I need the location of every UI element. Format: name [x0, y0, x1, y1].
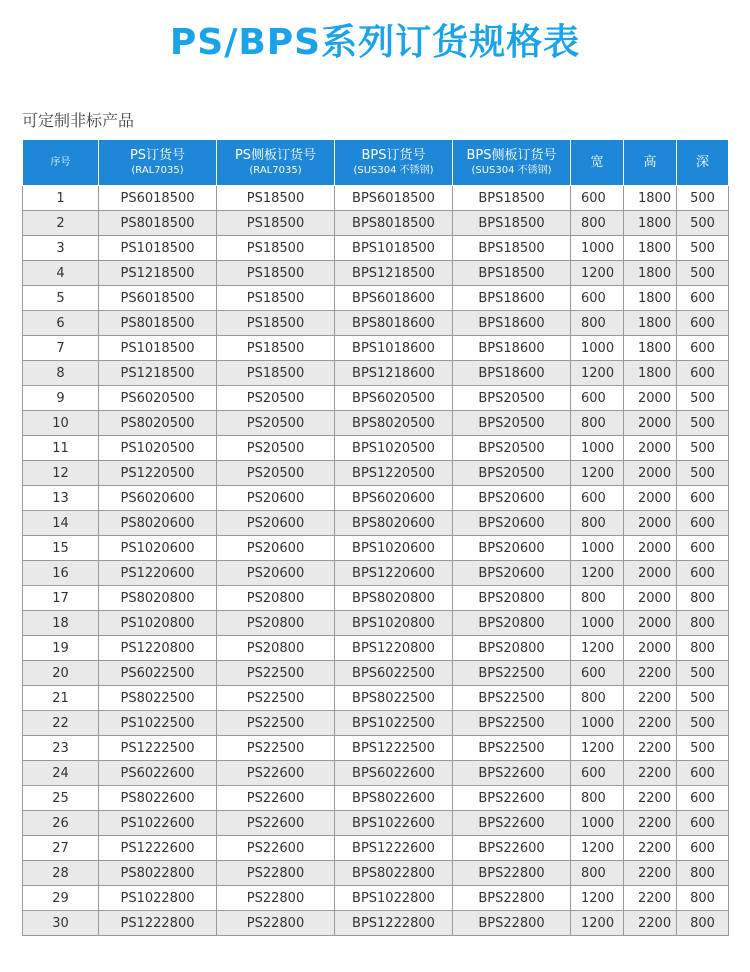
- cell-bps-order-no: BPS1220600: [335, 561, 453, 586]
- cell-index: 27: [23, 836, 99, 861]
- table-row: [23, 736, 729, 761]
- cell-index: 10: [23, 411, 99, 436]
- cell-height: 1800: [624, 336, 677, 361]
- table-row: [23, 211, 729, 236]
- cell-ps-order-no: PS6020600: [99, 486, 217, 511]
- header-label: 高: [643, 154, 657, 170]
- cell-width: 1000: [571, 436, 624, 461]
- table-row: [23, 186, 729, 211]
- table-header-row: [23, 140, 729, 186]
- cell-bps-order-no: BPS8020600: [335, 511, 453, 536]
- table-row: [23, 236, 729, 261]
- cell-height: 2200: [624, 811, 677, 836]
- table-row: [23, 661, 729, 686]
- cell-depth: 600: [677, 361, 729, 386]
- cell-height: 2000: [624, 636, 677, 661]
- cell-ps-side-panel-no: PS20800: [217, 636, 335, 661]
- cell-width: 1000: [571, 711, 624, 736]
- cell-bps-order-no: BPS1220800: [335, 636, 453, 661]
- cell-index: 18: [23, 611, 99, 636]
- cell-bps-order-no: BPS1022600: [335, 811, 453, 836]
- cell-width: 600: [571, 386, 624, 411]
- table-row: [23, 511, 729, 536]
- cell-width: 800: [571, 586, 624, 611]
- cell-bps-side-panel-no: BPS18600: [453, 311, 571, 336]
- header-sublabel: (SUS304 不锈钢): [471, 165, 552, 176]
- cell-ps-side-panel-no: PS18500: [217, 261, 335, 286]
- cell-width: 800: [571, 311, 624, 336]
- table-row: [23, 536, 729, 561]
- table-row: [23, 286, 729, 311]
- cell-bps-order-no: BPS1218600: [335, 361, 453, 386]
- cell-ps-side-panel-no: PS20600: [217, 486, 335, 511]
- table-row: [23, 761, 729, 786]
- cell-bps-side-panel-no: BPS22500: [453, 686, 571, 711]
- cell-ps-order-no: PS1020800: [99, 611, 217, 636]
- cell-width: 1200: [571, 561, 624, 586]
- cell-width: 1200: [571, 636, 624, 661]
- cell-height: 2200: [624, 736, 677, 761]
- cell-width: 1200: [571, 461, 624, 486]
- table-row: [23, 436, 729, 461]
- cell-ps-side-panel-no: PS18500: [217, 236, 335, 261]
- cell-height: 2200: [624, 686, 677, 711]
- cell-index: 17: [23, 586, 99, 611]
- cell-ps-order-no: PS8018500: [99, 311, 217, 336]
- header-label: 宽: [590, 154, 604, 170]
- table-row: [23, 461, 729, 486]
- cell-depth: 600: [677, 761, 729, 786]
- cell-depth: 500: [677, 236, 729, 261]
- cell-bps-order-no: BPS8022500: [335, 686, 453, 711]
- cell-height: 2200: [624, 911, 677, 936]
- cell-index: 21: [23, 686, 99, 711]
- cell-index: 13: [23, 486, 99, 511]
- cell-ps-order-no: PS6018500: [99, 286, 217, 311]
- table-row: [23, 611, 729, 636]
- cell-index: 23: [23, 736, 99, 761]
- cell-bps-order-no: BPS1020800: [335, 611, 453, 636]
- table-row: [23, 786, 729, 811]
- cell-width: 800: [571, 861, 624, 886]
- table-row: [23, 586, 729, 611]
- cell-index: 5: [23, 286, 99, 311]
- cell-height: 1800: [624, 286, 677, 311]
- cell-ps-side-panel-no: PS20600: [217, 511, 335, 536]
- table-row: [23, 411, 729, 436]
- cell-depth: 600: [677, 336, 729, 361]
- cell-ps-side-panel-no: PS18500: [217, 336, 335, 361]
- cell-width: 800: [571, 786, 624, 811]
- cell-bps-side-panel-no: BPS22800: [453, 911, 571, 936]
- cell-bps-order-no: BPS6022500: [335, 661, 453, 686]
- cell-bps-order-no: BPS6020500: [335, 386, 453, 411]
- cell-bps-order-no: BPS1020600: [335, 536, 453, 561]
- header-label: PS侧板订货号: [234, 148, 317, 163]
- cell-ps-side-panel-no: PS22800: [217, 911, 335, 936]
- cell-index: 9: [23, 386, 99, 411]
- cell-height: 2000: [624, 386, 677, 411]
- table-row: [23, 861, 729, 886]
- cell-index: 2: [23, 211, 99, 236]
- cell-height: 1800: [624, 211, 677, 236]
- header-index: [23, 140, 99, 186]
- cell-ps-order-no: PS1022800: [99, 886, 217, 911]
- cell-bps-order-no: BPS1220500: [335, 461, 453, 486]
- cell-width: 1000: [571, 336, 624, 361]
- cell-ps-side-panel-no: PS22500: [217, 661, 335, 686]
- cell-ps-side-panel-no: PS20500: [217, 386, 335, 411]
- cell-bps-order-no: BPS8018600: [335, 311, 453, 336]
- cell-index: 8: [23, 361, 99, 386]
- cell-bps-order-no: BPS1222800: [335, 911, 453, 936]
- cell-depth: 500: [677, 411, 729, 436]
- cell-ps-side-panel-no: PS22600: [217, 786, 335, 811]
- cell-ps-order-no: PS1018500: [99, 236, 217, 261]
- cell-depth: 600: [677, 536, 729, 561]
- header-sublabel: (RAL7035): [249, 165, 302, 176]
- cell-ps-order-no: PS8020800: [99, 586, 217, 611]
- cell-ps-order-no: PS6020500: [99, 386, 217, 411]
- cell-width: 1200: [571, 361, 624, 386]
- cell-height: 1800: [624, 361, 677, 386]
- cell-bps-order-no: BPS1222600: [335, 836, 453, 861]
- cell-width: 600: [571, 186, 624, 211]
- cell-width: 600: [571, 661, 624, 686]
- cell-ps-side-panel-no: PS20500: [217, 411, 335, 436]
- cell-width: 600: [571, 286, 624, 311]
- cell-depth: 600: [677, 511, 729, 536]
- cell-bps-side-panel-no: BPS22800: [453, 886, 571, 911]
- cell-ps-side-panel-no: PS18500: [217, 186, 335, 211]
- table-row: [23, 311, 729, 336]
- cell-bps-order-no: BPS1022800: [335, 886, 453, 911]
- cell-bps-side-panel-no: BPS22500: [453, 711, 571, 736]
- cell-height: 2200: [624, 661, 677, 686]
- header-ps-order-no: [99, 140, 217, 186]
- cell-height: 2000: [624, 436, 677, 461]
- cell-ps-order-no: PS1218500: [99, 261, 217, 286]
- header-label: BPS侧板订货号: [466, 148, 557, 163]
- cell-width: 1200: [571, 836, 624, 861]
- cell-ps-order-no: PS6022600: [99, 761, 217, 786]
- cell-depth: 500: [677, 261, 729, 286]
- cell-bps-side-panel-no: BPS22600: [453, 836, 571, 861]
- cell-width: 1000: [571, 811, 624, 836]
- cell-ps-side-panel-no: PS18500: [217, 361, 335, 386]
- cell-width: 1000: [571, 236, 624, 261]
- header-depth: [677, 140, 729, 186]
- cell-ps-order-no: PS8020600: [99, 511, 217, 536]
- cell-bps-order-no: BPS8020500: [335, 411, 453, 436]
- cell-width: 1000: [571, 536, 624, 561]
- cell-bps-side-panel-no: BPS20800: [453, 636, 571, 661]
- cell-height: 1800: [624, 311, 677, 336]
- cell-bps-order-no: BPS1022500: [335, 711, 453, 736]
- header-bps-order-no: [335, 140, 453, 186]
- cell-ps-side-panel-no: PS20600: [217, 561, 335, 586]
- table-row: [23, 836, 729, 861]
- cell-bps-order-no: BPS1020500: [335, 436, 453, 461]
- cell-depth: 800: [677, 611, 729, 636]
- cell-bps-side-panel-no: BPS22800: [453, 861, 571, 886]
- cell-height: 2000: [624, 561, 677, 586]
- cell-bps-side-panel-no: BPS18500: [453, 236, 571, 261]
- cell-index: 20: [23, 661, 99, 686]
- cell-ps-side-panel-no: PS22800: [217, 861, 335, 886]
- cell-bps-order-no: BPS1222500: [335, 736, 453, 761]
- cell-index: 26: [23, 811, 99, 836]
- cell-ps-order-no: PS1220500: [99, 461, 217, 486]
- cell-depth: 800: [677, 886, 729, 911]
- table-row: [23, 636, 729, 661]
- cell-ps-order-no: PS1220600: [99, 561, 217, 586]
- cell-bps-side-panel-no: BPS20500: [453, 386, 571, 411]
- cell-height: 2000: [624, 511, 677, 536]
- cell-depth: 600: [677, 486, 729, 511]
- table-row: [23, 911, 729, 936]
- header-bps-side-panel-no: [453, 140, 571, 186]
- cell-index: 11: [23, 436, 99, 461]
- table-row: [23, 361, 729, 386]
- cell-bps-order-no: BPS6022600: [335, 761, 453, 786]
- cell-index: 25: [23, 786, 99, 811]
- cell-index: 1: [23, 186, 99, 211]
- cell-bps-side-panel-no: BPS20600: [453, 561, 571, 586]
- cell-depth: 500: [677, 436, 729, 461]
- cell-ps-side-panel-no: PS22800: [217, 886, 335, 911]
- cell-ps-order-no: PS1020600: [99, 536, 217, 561]
- cell-ps-order-no: PS1222800: [99, 911, 217, 936]
- cell-height: 2200: [624, 886, 677, 911]
- cell-index: 14: [23, 511, 99, 536]
- cell-height: 2200: [624, 761, 677, 786]
- cell-depth: 600: [677, 836, 729, 861]
- cell-ps-order-no: PS1022600: [99, 811, 217, 836]
- cell-bps-order-no: BPS8018500: [335, 211, 453, 236]
- cell-bps-order-no: BPS8022800: [335, 861, 453, 886]
- cell-ps-order-no: PS1020500: [99, 436, 217, 461]
- cell-height: 1800: [624, 186, 677, 211]
- cell-bps-side-panel-no: BPS20600: [453, 536, 571, 561]
- cell-bps-side-panel-no: BPS20800: [453, 586, 571, 611]
- cell-bps-order-no: BPS1018600: [335, 336, 453, 361]
- cell-height: 1800: [624, 261, 677, 286]
- cell-bps-side-panel-no: BPS18600: [453, 361, 571, 386]
- cell-bps-side-panel-no: BPS20500: [453, 436, 571, 461]
- cell-width: 600: [571, 761, 624, 786]
- cell-ps-side-panel-no: PS22500: [217, 711, 335, 736]
- cell-bps-side-panel-no: BPS22600: [453, 761, 571, 786]
- cell-bps-order-no: BPS6020600: [335, 486, 453, 511]
- cell-ps-order-no: PS8020500: [99, 411, 217, 436]
- cell-depth: 800: [677, 586, 729, 611]
- cell-depth: 600: [677, 286, 729, 311]
- cell-index: 12: [23, 461, 99, 486]
- spec-table: [22, 139, 729, 936]
- cell-depth: 600: [677, 561, 729, 586]
- cell-bps-side-panel-no: BPS22500: [453, 736, 571, 761]
- header-label: 深: [695, 154, 709, 170]
- cell-width: 800: [571, 211, 624, 236]
- cell-ps-order-no: PS1018500: [99, 336, 217, 361]
- table-row: [23, 561, 729, 586]
- cell-ps-order-no: PS1218500: [99, 361, 217, 386]
- cell-depth: 800: [677, 861, 729, 886]
- cell-index: 24: [23, 761, 99, 786]
- cell-index: 15: [23, 536, 99, 561]
- cell-ps-order-no: PS6022500: [99, 661, 217, 686]
- cell-depth: 500: [677, 211, 729, 236]
- cell-width: 800: [571, 686, 624, 711]
- cell-depth: 500: [677, 186, 729, 211]
- cell-height: 2200: [624, 786, 677, 811]
- cell-ps-side-panel-no: PS18500: [217, 311, 335, 336]
- cell-depth: 500: [677, 686, 729, 711]
- cell-bps-side-panel-no: BPS22600: [453, 811, 571, 836]
- cell-ps-side-panel-no: PS20800: [217, 586, 335, 611]
- cell-depth: 800: [677, 911, 729, 936]
- cell-ps-order-no: PS8022500: [99, 686, 217, 711]
- cell-index: 3: [23, 236, 99, 261]
- table-row: [23, 336, 729, 361]
- cell-index: 30: [23, 911, 99, 936]
- cell-ps-side-panel-no: PS20600: [217, 536, 335, 561]
- cell-height: 1800: [624, 236, 677, 261]
- cell-bps-side-panel-no: BPS18500: [453, 186, 571, 211]
- cell-ps-order-no: PS1220800: [99, 636, 217, 661]
- cell-bps-order-no: BPS8022600: [335, 786, 453, 811]
- header-label: BPS订货号: [361, 148, 426, 163]
- cell-bps-order-no: BPS6018500: [335, 186, 453, 211]
- cell-width: 1000: [571, 611, 624, 636]
- cell-bps-side-panel-no: BPS20600: [453, 486, 571, 511]
- cell-index: 29: [23, 886, 99, 911]
- cell-height: 2200: [624, 836, 677, 861]
- cell-ps-side-panel-no: PS20500: [217, 461, 335, 486]
- table-row: [23, 386, 729, 411]
- cell-bps-side-panel-no: BPS18600: [453, 286, 571, 311]
- cell-index: 6: [23, 311, 99, 336]
- cell-bps-side-panel-no: BPS18500: [453, 261, 571, 286]
- cell-bps-side-panel-no: BPS18600: [453, 336, 571, 361]
- cell-ps-order-no: PS6018500: [99, 186, 217, 211]
- cell-ps-side-panel-no: PS22600: [217, 811, 335, 836]
- cell-height: 2000: [624, 586, 677, 611]
- cell-ps-side-panel-no: PS18500: [217, 286, 335, 311]
- cell-depth: 500: [677, 711, 729, 736]
- header-sublabel: (RAL7035): [131, 165, 184, 176]
- cell-bps-side-panel-no: BPS22600: [453, 786, 571, 811]
- cell-ps-order-no: PS1022500: [99, 711, 217, 736]
- cell-bps-side-panel-no: BPS20600: [453, 511, 571, 536]
- page-title: PS/BPS系列订货规格表: [169, 22, 581, 63]
- table-row: [23, 811, 729, 836]
- cell-ps-order-no: PS8018500: [99, 211, 217, 236]
- cell-depth: 500: [677, 661, 729, 686]
- cell-ps-order-no: PS8022800: [99, 861, 217, 886]
- cell-depth: 600: [677, 786, 729, 811]
- cell-depth: 500: [677, 461, 729, 486]
- cell-ps-side-panel-no: PS22600: [217, 836, 335, 861]
- cell-ps-side-panel-no: PS22500: [217, 736, 335, 761]
- table-row: [23, 261, 729, 286]
- table-row: [23, 686, 729, 711]
- cell-bps-order-no: BPS1218500: [335, 261, 453, 286]
- header-width: [571, 140, 624, 186]
- cell-height: 2000: [624, 411, 677, 436]
- cell-ps-side-panel-no: PS20800: [217, 611, 335, 636]
- header-label: PS订货号: [129, 148, 186, 163]
- cell-width: 1200: [571, 911, 624, 936]
- cell-index: 22: [23, 711, 99, 736]
- cell-height: 2000: [624, 461, 677, 486]
- cell-ps-side-panel-no: PS22500: [217, 686, 335, 711]
- cell-ps-order-no: PS1222600: [99, 836, 217, 861]
- cell-index: 28: [23, 861, 99, 886]
- cell-height: 2200: [624, 711, 677, 736]
- cell-height: 2000: [624, 536, 677, 561]
- cell-bps-side-panel-no: BPS20800: [453, 611, 571, 636]
- cell-bps-order-no: BPS8020800: [335, 586, 453, 611]
- cell-bps-order-no: BPS6018600: [335, 286, 453, 311]
- cell-width: 600: [571, 486, 624, 511]
- header-label: 序号: [50, 156, 71, 168]
- table-row: [23, 711, 729, 736]
- cell-height: 2200: [624, 861, 677, 886]
- cell-height: 2000: [624, 486, 677, 511]
- cell-ps-side-panel-no: PS22600: [217, 761, 335, 786]
- cell-ps-side-panel-no: PS18500: [217, 211, 335, 236]
- table-body: [23, 186, 729, 936]
- cell-ps-order-no: PS8022600: [99, 786, 217, 811]
- cell-width: 1200: [571, 886, 624, 911]
- cell-width: 800: [571, 511, 624, 536]
- cell-width: 800: [571, 411, 624, 436]
- cell-depth: 500: [677, 386, 729, 411]
- header-height: [624, 140, 677, 186]
- cell-bps-side-panel-no: BPS18500: [453, 211, 571, 236]
- cell-width: 1200: [571, 261, 624, 286]
- header-sublabel: (SUS304 不锈钢): [353, 165, 434, 176]
- cell-ps-side-panel-no: PS20500: [217, 436, 335, 461]
- cell-bps-side-panel-no: BPS22500: [453, 661, 571, 686]
- header-ps-side-panel-no: [217, 140, 335, 186]
- table-row: [23, 886, 729, 911]
- cell-index: 16: [23, 561, 99, 586]
- cell-width: 1200: [571, 736, 624, 761]
- cell-bps-side-panel-no: BPS20500: [453, 461, 571, 486]
- cell-depth: 500: [677, 736, 729, 761]
- table-row: [23, 486, 729, 511]
- cell-height: 2000: [624, 611, 677, 636]
- cell-index: 4: [23, 261, 99, 286]
- cell-index: 7: [23, 336, 99, 361]
- cell-depth: 800: [677, 636, 729, 661]
- cell-ps-order-no: PS1222500: [99, 736, 217, 761]
- cell-bps-order-no: BPS1018500: [335, 236, 453, 261]
- table-caption: 可定制非标产品: [22, 111, 135, 130]
- cell-depth: 600: [677, 811, 729, 836]
- cell-index: 19: [23, 636, 99, 661]
- cell-bps-side-panel-no: BPS20500: [453, 411, 571, 436]
- cell-depth: 600: [677, 311, 729, 336]
